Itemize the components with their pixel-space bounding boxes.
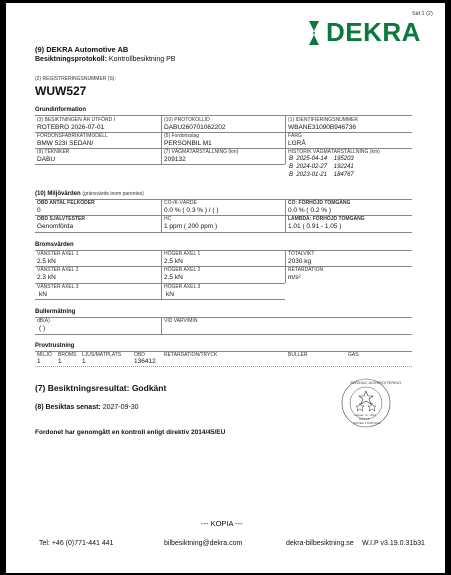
ha2-label: HÖGER AXEL 2 [164, 267, 201, 273]
historik-row: B 2023-01-21 184767 [289, 172, 354, 178]
footer-email[interactable]: bilbesiktning@dekra.com [164, 540, 243, 547]
ident-label: (1) IDENTIFIERINGSNUMMER [288, 117, 358, 123]
obd-sjalv-value: Genomförda [37, 223, 74, 230]
matare-label: (7) VÄGMÄTARSTÄLLNING (km) [164, 149, 239, 155]
besiktningen-value: ROTEBRO 2026-07-01 [37, 124, 105, 131]
company-name: (9) DEKRA Automotive AB [35, 45, 129, 54]
miljo-heading-note: (gränsvärde inom parentes) [82, 191, 144, 197]
provtur-col-header: MILJÖ [37, 352, 52, 358]
miljo-heading: (10) Miljövärden [35, 191, 81, 197]
va1-value: 2.5 kN [37, 258, 56, 265]
farg-label: FÄRG [288, 133, 302, 139]
kopia-text: --- KOPIA --- [201, 519, 243, 528]
broms-heading: Bromsvärden [35, 242, 74, 248]
seal-sub: Kontroll [359, 417, 370, 421]
tekniker-value: DABU [37, 156, 56, 163]
seal-sub: ISO/IEC 17020:2012 [353, 421, 381, 425]
provtur-col-header: GAS [348, 352, 359, 358]
dba-value: ( ) [39, 325, 46, 332]
buller-heading: Bullermätning [35, 309, 76, 315]
provtur-heading: Provtrustning [35, 343, 75, 349]
swedac-seal [340, 377, 402, 429]
protokoll-value: DABU260701062202 [164, 124, 226, 131]
fabrikat-label: FORDONSFABRIKAT/MODELL [37, 133, 108, 139]
protokoll-label: (10) PROTOKOLLID [164, 117, 210, 123]
seal-sub: Ackred. nr. 1014 [354, 413, 376, 417]
obd-felkoder-label: OBD ANTAL FELKODER [37, 200, 95, 206]
hc-label: HC [164, 216, 172, 222]
dba-label: dB(A) [37, 318, 50, 324]
obd-sjalv-label: OBD SJÄLVTESTER [37, 216, 85, 222]
brand-name: DEKRA [326, 17, 421, 47]
co-tomgang-label: CO: FÖRHÖJD TOMGÅNG [288, 200, 351, 206]
senast-value: 2027-09-30 [102, 404, 139, 411]
historik-row: B 2025-04-14 195203 [289, 156, 354, 162]
besiktningen-label: (3) BESIKTNINGEN ÄR UTFÖRD I [37, 117, 116, 123]
ha3-value: kN [166, 291, 174, 298]
historik-row: B 2024-02-27 192241 [289, 164, 354, 170]
total-label: TOTALVIKT [288, 251, 315, 257]
footer-web[interactable]: dekra-bilbesiktning.se [286, 540, 354, 547]
provtur-cell: 1 [58, 358, 62, 365]
ha1-label: HÖGER AXEL 1 [164, 251, 201, 257]
protocol-label: Besiktningsprotokoll: [35, 56, 107, 63]
provtur-col-header: BULLER [288, 352, 308, 358]
provtur-col-header: LJUS/MATPLATS [82, 352, 122, 358]
protocol-value: Kontrollbesiktning PB [108, 56, 176, 63]
provtur-cell: 136412 [134, 358, 156, 365]
grund-heading: Grundinformation [35, 107, 86, 113]
total-value: 2030 kg [288, 258, 312, 265]
ident-value: WBANE31090B946736 [288, 124, 356, 131]
ret-label: RETARDATION [288, 267, 324, 273]
farg-value: LGRÅ [288, 140, 306, 147]
reg-label: (2) REGISTRERINGSNUMMER (S): [35, 76, 116, 82]
miljo-heading-line [35, 191, 144, 197]
tekniker-label: (9) TEKNIKER [37, 149, 70, 155]
seal-text: SWEDAC ACKREDITERING [350, 380, 402, 385]
senast-line [35, 404, 139, 411]
senast-label: (8) Besiktas senast: [35, 404, 101, 411]
fabrikat-value: BMW 523I SEDAN/ [37, 140, 94, 147]
va1-label: VÄNSTER AXEL 1 [37, 251, 79, 257]
directive-text: Fordonet har genomgått en kontroll enligt direktiv 2014/45/EU [35, 429, 226, 436]
va3-value: kN [39, 291, 47, 298]
lambda-label: LAMBDA: FÖRHÖJD TOMGÅNG [288, 216, 365, 222]
provtur-col-header: BROMS [58, 352, 77, 358]
hc-value: 1 ppm ( 200 ppm ) [164, 223, 218, 230]
ha2-value: 2.5 kN [164, 274, 183, 281]
ha3-label: HÖGER AXEL 3 [164, 284, 201, 290]
va2-value: 2.3 kN [37, 274, 56, 281]
provtur-cell: 1 [37, 358, 41, 365]
va3-label: VÄNSTER AXEL 3 [37, 284, 79, 290]
footer-version: W.I.P v3.19.0.31b31 [362, 540, 425, 547]
document-page [6, 3, 445, 573]
provtur-col-header: OBD [134, 352, 145, 358]
reg-number: WUW527 [35, 84, 87, 98]
va2-label: VÄNSTER AXEL 2 [37, 267, 79, 273]
obd-felkoder-value: 0 [37, 207, 41, 214]
provtur-cell: 1 [82, 358, 86, 365]
protocol-line [35, 56, 175, 63]
fordonsslag-label: (5) Fordonsslag [164, 133, 200, 139]
matare-value: 209132 [164, 156, 186, 163]
fordonsslag-value: PERSONBIL M1 [164, 140, 212, 147]
lambda-value: 1.01 ( 0.91 - 1.05 ) [288, 223, 342, 230]
co-tomgang-value: 0.0 % ( 0.2 % ) [288, 207, 331, 214]
co-label: CO-/K-VÄRDE [164, 200, 197, 206]
varv-label: VID VARV/MIN [164, 318, 198, 324]
page-number: Sid 1 (2) [412, 11, 433, 17]
co-value: 0.0 % ( 0.3 % ) / ( ) [164, 207, 219, 214]
result-text: (7) Besiktningsresultat: Godkänt [35, 383, 167, 393]
ret-value: m/s² [288, 274, 301, 281]
footer-tel: Tel: +46 (0)771-441 441 [39, 540, 114, 547]
provtur-col-header: RETARDATION/TRYCK [164, 352, 218, 358]
ha1-value: 2.5 kN [164, 258, 183, 265]
historik-label: HISTORIK VÄGMÄTARSTÄLLNING (km) [288, 149, 380, 155]
